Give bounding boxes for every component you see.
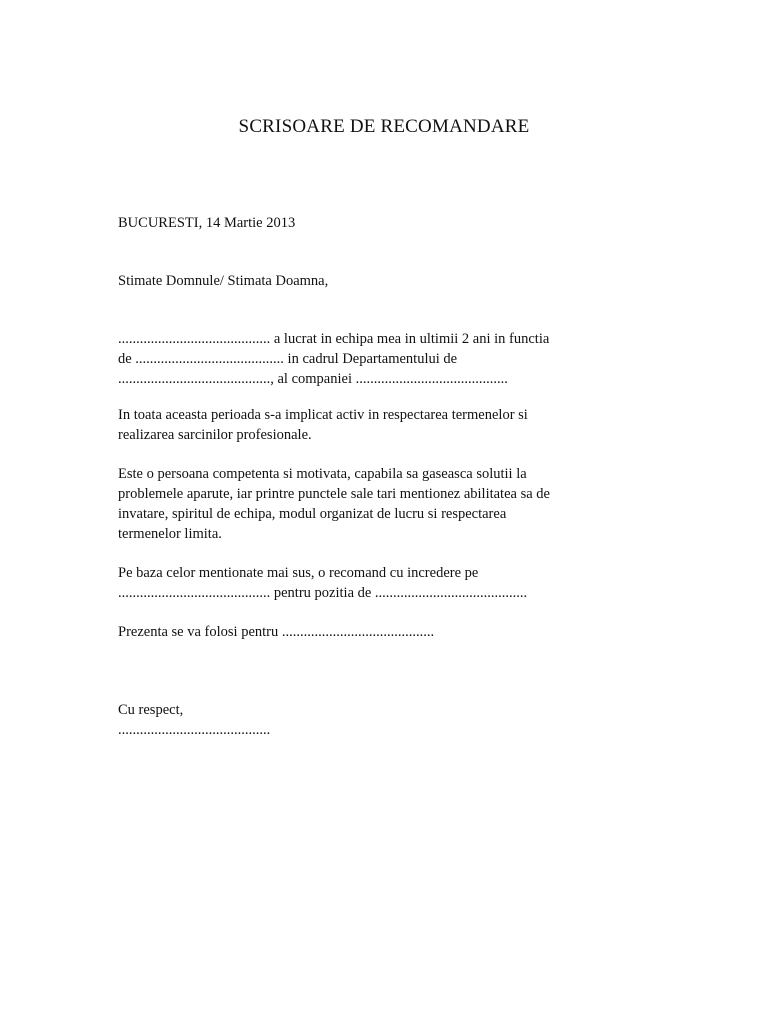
paragraph-line: In toata aceasta perioada s-a implicat activ in respectarea termenelor si [118, 407, 528, 423]
paragraph-line: de ......................................... in cadrul Departamentului de [118, 351, 458, 367]
paragraph-line: termenelor limita. [118, 526, 222, 542]
paragraph-line: .........................................., al companiei .......................................... [118, 371, 508, 387]
paragraph-qualities [118, 464, 550, 544]
closing: Cu respect, [118, 702, 184, 718]
paragraph-recommendation [118, 563, 527, 603]
paragraph-line: .......................................... pentru pozitia de .......................................... [118, 585, 528, 601]
paragraph-line: Pe baza celor mentionate mai sus, o recomand cu incredere pe [118, 565, 479, 581]
signature-line: .......................................... [118, 722, 271, 738]
paragraph-line: Este o persoana competenta si motivata, capabila sa gaseasca solutii la [118, 466, 527, 482]
letter-title: SCRISOARE DE RECOMANDARE [238, 116, 530, 137]
place-date: BUCURESTI, 14 Martie 2013 [118, 215, 296, 231]
paragraph-employment [118, 329, 549, 389]
greeting: Stimate Domnule/ Stimata Doamna, [118, 273, 329, 289]
paragraph-line: invatare, spiritul de echipa, modul organizat de lucru si respectarea [118, 506, 507, 522]
paragraph-line: realizarea sarcinilor profesionale. [118, 427, 312, 443]
paragraph-line: problemele aparute, iar printre punctele sale tari mentionez abilitatea sa de [118, 486, 550, 502]
paragraph-involvement [118, 405, 528, 445]
paragraph-line: .......................................... a lucrat in echipa mea in ultimii 2 ani in functia [118, 331, 550, 347]
paragraph-purpose: Prezenta se va folosi pentru .......................................... [118, 624, 435, 640]
